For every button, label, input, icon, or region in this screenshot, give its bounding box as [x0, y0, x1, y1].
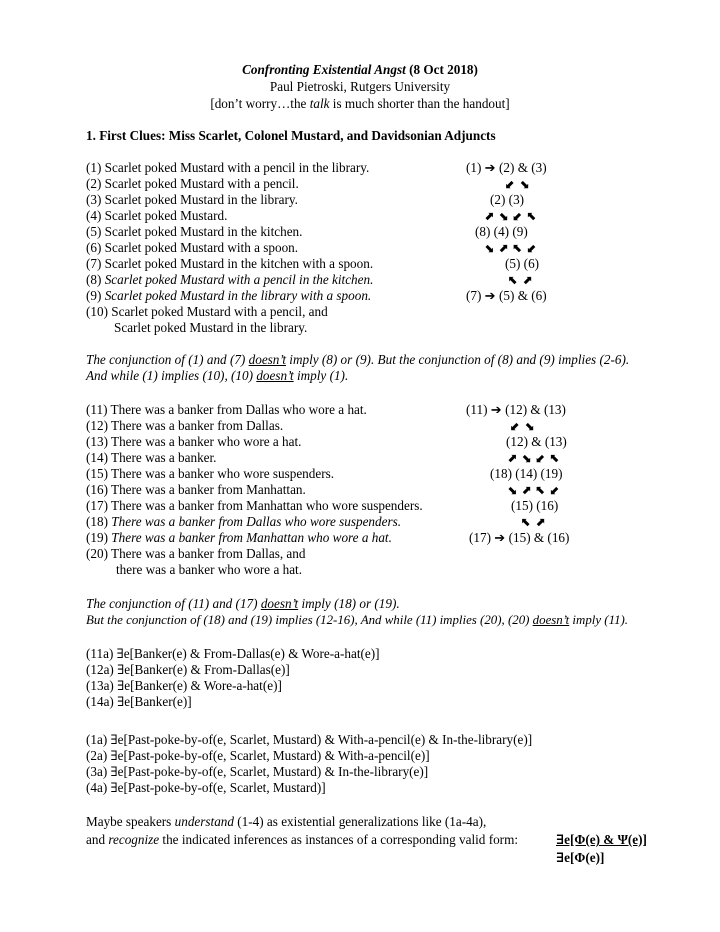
clue-diagram-arrows-4: ⬉ ⬈ [508, 273, 533, 287]
clue-para-d: imply (1). [293, 368, 349, 383]
logic-3a: (3a) ∃e[Past-poke-by-of(e, Scarlet, Mustard) & In-the-library(e)] [86, 764, 429, 779]
clue-diagram-row-1: (1) ➔ (2) & (3) [466, 160, 547, 175]
banker-diagram-arrows-3: ⬊ ⬈ ⬉ ⬋ [507, 483, 560, 497]
clue-diagram-row-4: (5) (6) [505, 256, 540, 271]
banker-line-14: (14) There was a banker. [86, 450, 217, 465]
banker-diagram-arrows-4: ⬉ ⬈ [521, 515, 546, 529]
closing-line-1 [86, 814, 486, 830]
logic-12a: (12a) ∃e[Banker(e) & From-Dallas(e)] [86, 662, 290, 677]
banker-line-18 [86, 514, 401, 530]
banker-diagram-row-1: (11) ➔ (12) & (13) [466, 402, 566, 417]
note-pre: [don’t worry…the [210, 96, 310, 111]
author-line: Paul Pietroski, Rutgers University [269, 79, 451, 94]
clue-para-b: imply (8) or (9). But the conjunction of (8) and (9) implies (2-6). [285, 352, 630, 367]
clue-diagram-row-3: (8) (4) (9) [475, 224, 528, 239]
clue-line-4: (4) Scarlet poked Mustard. [86, 208, 228, 223]
banker-paragraph-line-2 [86, 612, 628, 628]
closing-l2-a: and [86, 832, 109, 847]
title-italic: Confronting Existential Angst [242, 62, 406, 77]
logic-2a: (2a) ∃e[Past-poke-by-of(e, Scarlet, Mustard) & With-a-pencil(e)] [86, 748, 430, 763]
closing-l2-b: the indicated inferences as instances of a corresponding valid form: [159, 832, 518, 847]
banker-para-doesnt-1: doesn’t [260, 596, 299, 611]
logic-4a: (4a) ∃e[Past-poke-by-of(e, Scarlet, Mustard)] [86, 780, 326, 795]
banker-para-c: But the conjunction of (18) and (19) implies (12-16), And while (11) implies (20), (20) [86, 613, 533, 627]
clue-para-doesnt-1: doesn’t [248, 352, 286, 367]
logic-13a: (13a) ∃e[Banker(e) & Wore-a-hat(e)] [86, 678, 282, 693]
clue-line-5: (5) Scarlet poked Mustard in the kitchen. [86, 224, 303, 239]
clue-line-6: (6) Scarlet poked Mustard with a spoon. [86, 240, 299, 255]
clue-line-1: (1) Scarlet poked Mustard with a pencil in the library. [86, 160, 370, 175]
clue-paragraph-line-2 [86, 368, 348, 384]
clue-diagram-arrows-2: ⬈ ⬊ ⬋ ⬉ [484, 209, 537, 223]
note-post: is much shorter than the handout] [329, 96, 510, 111]
clue-diagram-row-5: (7) ➔ (5) & (6) [466, 288, 547, 303]
clue-diagram-row-2: (2) (3) [490, 192, 525, 207]
clue-9-num: (9) [86, 288, 105, 303]
title-date: (8 Oct 2018) [405, 62, 478, 77]
closing-recognize: recognize [108, 832, 160, 847]
banker-19-num: (19) [86, 530, 112, 545]
banker-line-13: (13) There was a banker who wore a hat. [86, 434, 302, 449]
banker-line-19 [86, 530, 392, 546]
banker-diagram-row-5: (17) ➔ (15) & (16) [469, 530, 570, 545]
clue-paragraph-line-1 [86, 352, 629, 368]
clue-line-9 [86, 288, 371, 304]
note-line [0, 96, 720, 112]
clue-line-10: (10) Scarlet poked Mustard with a pencil, and [86, 304, 328, 319]
clue-para-doesnt-2: doesn’t [256, 368, 294, 383]
banker-para-d: imply (11). [569, 613, 629, 627]
banker-para-doesnt-2: doesn’t [532, 613, 570, 627]
clue-para-c: And while (1) implies (10), (10) [86, 368, 257, 383]
closing-l1-a: Maybe speakers [86, 814, 175, 829]
doc-title [0, 62, 720, 78]
logic-1a: (1a) ∃e[Past-poke-by-of(e, Scarlet, Mustard) & With-a-pencil(e) & In-the-library(e)] [86, 732, 533, 747]
clue-line-10b: Scarlet poked Mustard in the library. [114, 320, 308, 335]
formula-conclusion: ∃e[Φ(e)] [556, 850, 605, 865]
banker-diagram-row-3: (18) (14) (19) [490, 466, 563, 481]
clue-line-3: (3) Scarlet poked Mustard in the library. [86, 192, 298, 207]
clue-para-a: The conjunction of (1) and (7) [86, 352, 249, 367]
clue-line-7: (7) Scarlet poked Mustard in the kitchen with a spoon. [86, 256, 374, 271]
clue-diagram-arrows-3: ⬊ ⬈ ⬉ ⬋ [484, 241, 537, 255]
note-talk: talk [309, 96, 330, 111]
banker-line-20: (20) There was a banker from Dallas, and [86, 546, 306, 561]
banker-diagram-arrows-1: ⬋ ⬊ [510, 419, 535, 433]
closing-understand: understand [174, 814, 234, 829]
banker-18-text: There was a banker from Dallas who wore suspenders. [111, 514, 402, 529]
banker-line-11: (11) There was a banker from Dallas who wore a hat. [86, 402, 367, 417]
banker-para-a: The conjunction of (11) and (17) [86, 596, 261, 611]
clue-8-text: Scarlet poked Mustard with a pencil in the kitchen. [104, 272, 374, 287]
banker-diagram-arrows-2: ⬈ ⬊ ⬋ ⬉ [507, 451, 560, 465]
banker-line-16: (16) There was a banker from Manhattan. [86, 482, 306, 497]
closing-line-2 [86, 832, 518, 848]
clue-diagram-arrows-1: ⬋ ⬊ [505, 177, 530, 191]
banker-paragraph-line-1 [86, 596, 400, 612]
logic-11a: (11a) ∃e[Banker(e) & From-Dallas(e) & Wore-a-hat(e)] [86, 646, 380, 661]
banker-line-17: (17) There was a banker from Manhattan who wore suspenders. [86, 498, 423, 513]
clue-line-2: (2) Scarlet poked Mustard with a pencil. [86, 176, 299, 191]
banker-line-20b: there was a banker who wore a hat. [116, 562, 303, 577]
closing-l1-b: (1-4) as existential generalizations like (1a-4a), [233, 814, 487, 829]
banker-line-12: (12) There was a banker from Dallas. [86, 418, 284, 433]
formula-premise: ∃e[Φ(e) & Ψ(e)] [556, 832, 647, 847]
banker-diagram-row-2: (12) & (13) [506, 434, 567, 449]
banker-19-text: There was a banker from Manhattan who wore a hat. [111, 530, 392, 545]
banker-18-num: (18) [86, 514, 112, 529]
banker-para-b: imply (18) or (19). [298, 596, 400, 611]
banker-diagram-row-4: (15) (16) [511, 498, 559, 513]
logic-14a: (14a) ∃e[Banker(e)] [86, 694, 192, 709]
section-heading: 1. First Clues: Miss Scarlet, Colonel Mustard, and Davidsonian Adjuncts [86, 128, 496, 143]
clue-8-num: (8) [86, 272, 105, 287]
clue-line-8 [86, 272, 373, 288]
clue-9-text: Scarlet poked Mustard in the library with a spoon. [104, 288, 372, 303]
banker-line-15: (15) There was a banker who wore suspenders. [86, 466, 335, 481]
